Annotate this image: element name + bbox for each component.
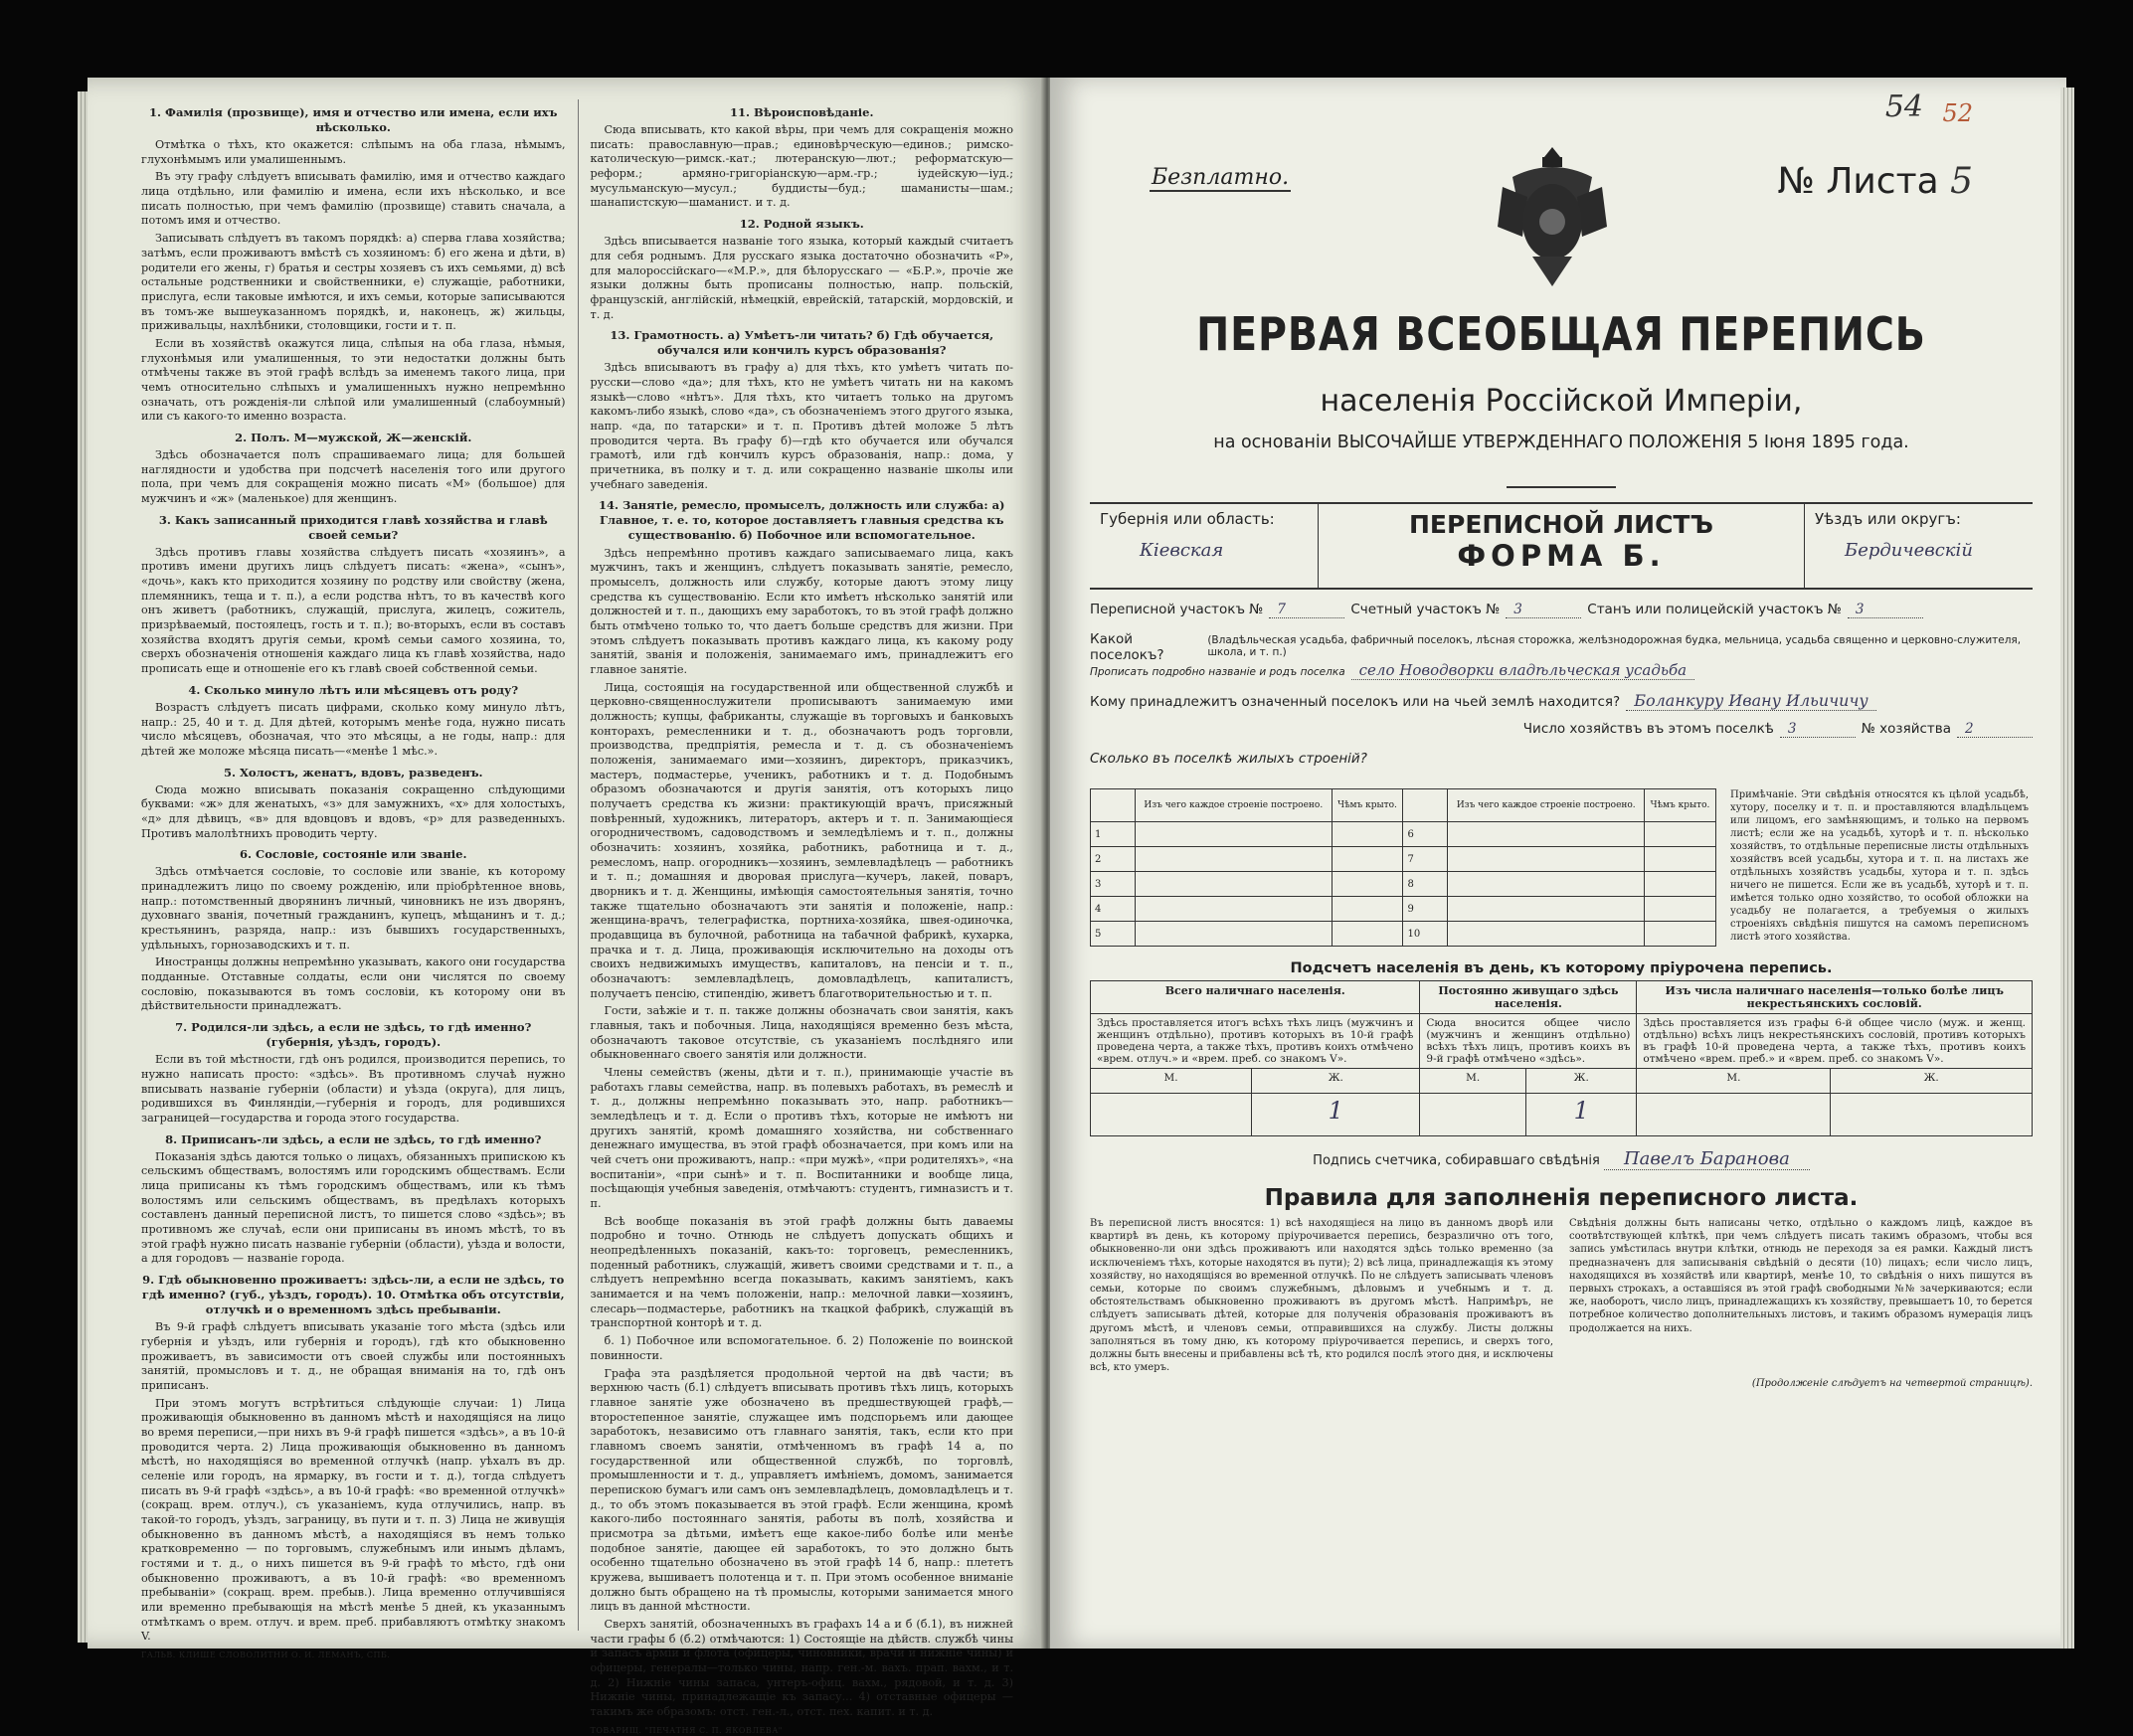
households-row [1090,721,2033,751]
section-paragraph: Записывать слѣдуетъ въ такомъ порядкѣ: а) сперва глава хозяйства; затѣмъ, если проживаютъ вмѣстѣ съ хозяиномъ: б) его жена и дѣти, в) родители его жены, г) братья и сестры хозяевъ съ ихъ семьями, д) всѣ остальные родственники и свойственники, е) служащіе, работники, прислуга, если таковые имѣются, и ихъ семьи, которые записываются въ томъ-же вышеуказанномъ порядкѣ, и, наконецъ, ж) жильцы, приживальцы, нахлѣбники, столовщики, гости и т. п. [141,232,566,333]
building-material [1448,922,1645,947]
section-paragraph: Сюда вписывать, кто какой вѣры, при чемъ для сокращенія можно писать: православную—прав.; единовѣрческую—единов.; римско-католическую—римск.-кат.; лютеранскую—лют.; реформатскую—реформ.; армяно-григоріанскую—арм.-гр.; іудейскую—іуд.; мусульманскую—мусул.; буддисты—буд.; шаманисты—шам.; шанапистскую—шаманист. и т. д. [590,123,1013,210]
province-cell [1090,504,1319,588]
printer-imprint: ГАЛЬВ. КЛИШЕ СЛОВОЛИТНИ О. И. ЛЕМАНЪ, СПБ. [141,1649,391,1659]
section-title: 12. Родной языкъ. [739,217,864,232]
settlement-value-row [1090,661,2033,691]
section-title: 5. Холостъ, женатъ, вдовъ, разведенъ. [223,765,483,780]
building-roof [1645,872,1716,897]
build-col-roof: Чѣмъ крыто. [1332,789,1403,822]
buildings-label: Сколько въ поселкѣ жилыхъ строеній? [1090,751,1367,767]
form-name-cell [1319,504,1804,588]
census-value-male [1637,1094,1831,1136]
district-cell [1804,504,2033,588]
building-number: 1 [1091,822,1136,847]
right-page-census-form [1050,78,2066,1649]
female-label: Ж. [1831,1069,2033,1094]
section-paragraph: Отмѣтка о тѣхъ, кто окажется: слѣпымъ на оба глаза, нѣмымъ, глухонѣмымъ или умалишеннымъ. [141,138,566,166]
female-label: Ж. [1526,1069,1637,1094]
census-title: ПЕРВАЯ ВСЕОБЩАЯ ПЕРЕПИСЬ [1196,307,1926,361]
building-material [1448,847,1645,872]
building-roof [1645,822,1716,847]
section-paragraph: При этомъ могутъ встрѣтиться слѣдующіе случаи: 1) Лица проживающія обыкновенно въ данномъ мѣстѣ и находящіяся на лицо во время переписи,—при нихъ въ 9-й графѣ пишется «здѣсь», а въ 10-й проводится черта. 2) Лица проживающія обыкновенно въ данномъ мѣстѣ, но находящіяся во временной отлучкѣ (напр. уѣхалъ въ др. селеніе или городъ, на ярмарку, въ гости и т. д.), тогда слѣдуетъ писать въ 9-й графѣ «здѣсь», а въ 10-й графѣ: «во временной отлучкѣ» (сокращ. врем. отлуч.), съ указаніемъ, куда отлучились, напр. въ такой-то городъ, уѣздъ, заграницу, въ пути и т. п. 3) Лица не живущія обыкновенно въ данномъ мѣстѣ, а находящіяся въ немъ только кратковременно — по торговымъ, служебнымъ или инымъ дѣламъ, гостями и т. д., о нихъ пишется въ 9-й графѣ то мѣсто, гдѣ они обыкновенно проживаютъ, а въ 10-й графѣ: «во временномъ пребываніи» (сокращ. врем. пребыв.). Лица временно отлучившіяся или временно пребывающія на мѣстѣ менѣе 5 дней, къ указаннымъ отмѣткамъ о врем. отлуч. и врем. преб. прибавляютъ отмѣтку знакомъ V. [141,1396,566,1644]
section-title: 3. Какъ записанный приходится главѣ хозяйства и главѣ своей семьи? [158,512,548,542]
building-roof [1332,922,1403,947]
section-paragraph: Возрастъ слѣдуетъ писать цифрами, сколько кому минуло лѣтъ, напр.: 25, 40 и т. д. Для дѣтей, которымъ менѣе года, нужно писать число мѣсяцевъ, обозначая, что это мѣсяцы, а не годы, напр.: для дѣтей же моложе мѣсяца писать—«менѣе 1 мѣс.». [141,700,566,758]
building-material [1448,872,1645,897]
census-value-female [1831,1094,2033,1136]
building-roof [1332,897,1403,922]
census-area-value: 7 [1269,602,1344,618]
section-title: 7. Родился-ли здѣсь, а если не здѣсь, то гдѣ именно? (губернія, уѣздъ, городъ). [175,1020,532,1050]
rules-left-column: Въ переписной листъ вносятся: 1) всѣ находящіеся на лицо въ данномъ дворѣ или квартирѣ въ день, къ которому пріурочивается перепись, безразлично отъ того, обыкновенно-ли они здѣсь проживаютъ или находятся здѣсь только временно (за исключеніемъ тѣхъ, которые находятся въ пути); 2) всѣ лица, принадлежащія къ этому хозяйству, но находящіяся во временной отлучкѣ. По не слѣдуетъ записывать членовъ семьи, которые по своимъ служебнымъ, дѣловымъ и учебнымъ и т. д. обстоятельствамъ обыкновенно проживаютъ въ другомъ мѣстѣ. Напримѣръ, не слѣдуетъ записывать дѣтей, которые для полученія образованія проживаютъ въ другомъ мѣстѣ, и членовъ семьи, отправившихся на службу. Листы должны заполняться въ тому дню, къ которому пріурочивается перепись, и сверхъ того, должны быть внесены и прибавлены всѣ тѣ, кто родился послѣ этого дня, и исключены всѣ, кто умеръ. [1090,1218,1553,1374]
province-label: Губернія или область: [1100,510,1275,528]
building-number: 3 [1091,872,1136,897]
section-paragraph: Если въ той мѣстности, гдѣ онъ родился, производится перепись, то нужно написать просто: «здѣсь». Въ противномъ случаѣ нужно вписывать названіе губерніи (области) и уѣзда (округа), для лицъ, родившихся въ Финляндіи,—губернія и городъ, для родившихся заграницей—государства и города этого государства. [141,1053,566,1125]
rules-right-column: Свѣдѣнія должны быть написаны четко, отдѣльно о каждомъ лицѣ, каждое въ соотвѣтствующей клѣткѣ, при чемъ слѣдуетъ писать такимъ образомъ, чтобы вся запись умѣстилась внутри клѣтки, отнюдь не переходя за ея рамки. Каждый листъ предназначенъ для записыванія свѣдѣній о десяти (10) лицахъ; если число лицъ, находящихся въ хозяйствѣ или квартирѣ, менѣе 10, то свѣдѣнія о нихъ пишутся въ первыхъ строкахъ, а оставшіяся въ этой графѣ свободными №№ зачеркиваются; если же, наоборотъ, число лицъ, принадлежащихъ къ хозяйству, превышаетъ 10, то берется потребное количество дополнительныхъ листовъ, и такимъ образомъ нумерація лицъ продолжается на нихъ. [1569,1218,2033,1334]
section-paragraph: Показанія здѣсь даются только о лицахъ, обязанныхъ припискою къ сельскимъ обществамъ, волостямъ или городскимъ обществамъ. Если лица приписаны къ тѣмъ городскимъ обществамъ, или къ тѣмъ волостямъ или сельскимъ обществамъ, въ предѣлахъ которыхъ составленъ данный переписной листъ, то пишется слово «здѣсь»; въ противномъ же случаѣ, если они приписаны въ иномъ мѣстѣ, то въ этой графѣ нужно писать названіе губерніи (области), уѣзда и волости, а для городовъ — названіе города. [141,1149,566,1266]
printer-imprint: ТОВАРИЩ. "ПЕЧАТНЯ С. П. ЯКОВЛЕВА" [590,1725,783,1735]
section-paragraph: Въ эту графу слѣдуетъ вписывать фамилію, имя и отчество каждаго лица отдѣльно, или фамилію и имена, если ихъ нѣсколько, и все писать полностью, при чемъ фамилію (прозвище) ставить сначала, а потомъ имя и отчество. [141,170,566,228]
section-paragraph: б. 1) Побочное или вспомогательное. б. 2) Положеніе по воинской повинности. [590,1334,1013,1362]
building-number: 4 [1091,897,1136,922]
census-column-desc: Здѣсь проставляется итогъ всѣхъ тѣхъ лицъ (мужчинъ и женщинъ отдѣльно), противъ которыхъ въ 10-й графѣ проведена черта, а также тѣхъ, противъ коихъ отмѣчено «врем. отлуч.» и «врем. преб. со знакомъ V». [1091,1014,1420,1069]
building-material [1136,822,1333,847]
building-material [1136,847,1333,872]
building-number: 9 [1403,897,1448,922]
form-heading-row [1090,502,2033,590]
census-column-head: Изъ числа наличнаго населенія—только болѣе лицъ некрестьянскихъ сословій. [1637,981,2033,1014]
signature-value: Павелъ Баранова [1604,1148,1810,1170]
sheet-number-label: № Листа [1777,161,1939,202]
owner-value: Боланкуру Ивану Ильичичу [1626,691,1875,711]
census-legal-basis: на основаніи ВЫСОЧАЙШЕ УТВЕРЖДЕННАГО ПОЛОЖЕНІЯ 5 Іюня 1895 года. [1213,433,1909,452]
section-paragraph: Если въ хозяйствѣ окажутся лица, слѣпыя на оба глаза, нѣмыя, глухонѣмыя или умалишенныя, то эти недостатки должны быть отмѣчены также въ этой графѣ вслѣдъ за именемъ такого лица, при чемъ относительно слѣпыхъ и умалишенныхъ нужно непремѣнно означать, отъ рожденія-ли слѣпой или умалишенный (слабоумный) или съ какого-то именно возраста. [141,336,566,424]
building-number: 5 [1091,922,1136,947]
signature-label: Подпись счетчика, собиравшаго свѣдѣнія [1313,1153,1600,1168]
section-title: 11. Вѣроисповѣданіе. [730,105,874,119]
female-label: Ж. [1252,1069,1420,1094]
building-material [1448,897,1645,922]
section-paragraph: Всѣ вообще показанія въ этой графѣ должны быть даваемы подробно и точно. Отнюдь не слѣдуетъ допускать общихъ и неопредѣленныхъ показаній, какъ-то: торговецъ, ремесленникъ, поденный работникъ, служащій, живетъ своими средствами и т. п., а слѣдуетъ непремѣнно всегда показывать, какимъ занятіемъ, какъ занимается и на чемъ положеніи, напр.: мелочной лавки—хозяинъ, слесарь—подмастерье, работникъ на ткацкой фабрикѣ, служащій въ транспортной конторѣ и т. д. [590,1214,1013,1330]
page-edges-right [2060,87,2074,1649]
section-paragraph: Здѣсь вписываютъ въ графу а) для тѣхъ, кто умѣетъ читать по-русски—слово «да»; для тѣхъ, кто не умѣетъ читать ни на какомъ языкѣ—слово «нѣтъ». Для тѣхъ, кто читаетъ только на другомъ какомъ-либо языкѣ, слово «да», съ обозначеніемъ этого другого языка, напр. «да, по татарски» и т. п. Противъ дѣтей моложе 5 лѣтъ проводится черта. Въ графу б)—гдѣ кто обучается или обучался грамотѣ, или гдѣ кончилъ курсъ образованія, напр.: дома, у причетника, въ полку и т. д. или сокращенно названіе школы или учебнаго заведенія. [590,361,1013,491]
household-no-label: № хозяйства [1861,721,1951,737]
section-paragraph: Иностранцы должны непремѣнно указывать, какого они государства подданные. Отставные солдаты, если они числятся по своему сословію, показываются въ томъ сословіи, къ которому они въ дѣйствительности принадлежатъ. [141,955,566,1013]
archive-page-number: 54 [1884,89,1923,124]
camp-value: 3 [1848,602,1923,618]
male-label: М. [1420,1069,1526,1094]
census-column-desc: Здѣсь проставляется изъ графы 6-й общее число (муж. и женщ. отдѣльно) всѣхъ лицъ некрестьянскихъ сословій, противъ которыхъ въ графѣ 10-й проведена черта, а также тѣхъ, противъ коихъ отмѣчено «врем. преб.» и «врем. преб. со знакомъ V». [1637,1014,2033,1069]
building-number: 2 [1091,847,1136,872]
free-label: Безплатно. [1152,165,1290,190]
form-type: ФОРМА Б. [1457,539,1666,573]
count-area-value: 3 [1506,602,1581,618]
building-roof [1645,847,1716,872]
sheet-number [1777,161,1973,202]
left-page-instructions [88,78,1047,1735]
building-row [1091,847,1716,872]
build-col-material: Изъ чего каждое строеніе построено. [1136,789,1333,822]
sheet-number-value: 5 [1950,161,1973,202]
area-numbers-row [1090,602,2033,631]
rules-text [1090,1217,2033,1374]
census-column-desc: Сюда вносится общее число (мужчинъ и женщинъ отдѣльно) всѣхъ тѣхъ лицъ, противъ коихъ въ 9-й графѣ отмѣчено «здѣсь». [1420,1014,1637,1069]
open-book-spread [88,78,2066,1735]
section-title: 9. Гдѣ обыкновенно проживаетъ: здѣсь-ли, а если не здѣсь, то гдѣ именно? (губ., уѣздъ, городъ). 10. Отмѣтка объ отсутствіи, отлучкѣ и о временномъ здѣсь пребываніи. [141,1273,565,1317]
census-value-female: 1 [1252,1094,1420,1136]
building-roof [1332,847,1403,872]
instructions-column-1 [129,99,578,1659]
building-number: 6 [1403,822,1448,847]
buildings-table [1090,788,1716,947]
census-value-female: 1 [1526,1094,1637,1136]
rules-continued-note: (Продолженіе слѣдуетъ на четвертой страницѣ). [1751,1378,2033,1390]
form-title: ПЕРЕПИСНОЙ ЛИСТЪ [1409,510,1713,539]
instructions-column-2 [578,99,1026,1735]
divider [1507,486,1616,488]
household-no-value: 2 [1957,721,2033,738]
population-count-title: Подсчетъ населенія въ день, къ которому пріурочена перепись. [1290,960,1833,976]
building-row [1091,822,1716,847]
section-paragraph: Здѣсь противъ главы хозяйства слѣдуетъ писать «хозяинъ», а противъ имени другихъ лицъ слѣдуетъ писать: «жена», «сынъ», «дочь», какъ кто приходится хозяину по родству или свойству (жена, племянникъ, теща и т. п.), а если родства нѣтъ, то въ качествѣ кого онъ живетъ (работникъ, служащій, прислуга, жилецъ, сожитель, призрѣваемый, постоялецъ, гость и т. п.); во-вторыхъ, если въ составъ хозяйства входятъ другія семьи, кромѣ семьи самого хозяина, то, сверхъ обозначенія отношенія каждаго лица къ главѣ хозяйства, надо прописать еще и отношеніе его къ главѣ своей собственной семьи. [141,545,566,676]
double-headed-eagle-icon [1493,147,1612,296]
settlement-label: Какой поселокъ? [1090,631,1164,663]
archive-page-number-old: 52 [1942,99,1973,127]
section-paragraph: Въ 9-й графѣ слѣдуетъ вписывать указаніе того мѣста (здѣсь или губернія и уѣздъ, или губернія и городъ), гдѣ кто обыкновенно проживаетъ, въ зависимости отъ своей службы или постоянныхъ занятій, промысловъ и т. д., не обращая вниманія на то, гдѣ онъ приписанъ. [141,1320,566,1392]
settlement-row [1090,631,2033,661]
section-paragraph: Лица, состоящія на государственной или общественной службѣ и церковно-священнослужители прописываютъ занимаемую ими должность; купцы, фабриканты, служащіе въ торговыхъ и банковыхъ конторахъ, ремесленники и т. д., обозначаютъ родъ торговли, производства, предпріятія, ремесла и т. д. съ обозначеніемъ положенія, занимаемаго ими—хозяинъ, директоръ, приказчикъ, мастеръ, подмастерье, ученикъ, работникъ и т. д. Подобнымъ образомъ обозначаются и другія занятія, отъ которыхъ лицо получаетъ средства къ жизни: практикующій врачъ, присяжный повѣренный, художникъ, литераторъ, актеръ и т. п. Занимающіеся огородничествомъ, садоводствомъ и земледѣліемъ и т. п., должны обозначить: хозяинъ, хозяйка, работникъ, работница и т. д., ремесломъ, напр. огородникъ—хозяинъ, землевладѣлецъ — работникъ и т. п.; домашняя и дворовая прислуга—кучеръ, лакей, поваръ, дворникъ и т. д. Женщины, имѣющія самостоятельныя занятія, точно также тщательно обозначаютъ эти занятія и положеніе, напр.: женщина-врачъ, телеграфистка, портниха-хозяйка, швея-одиночка, продавщица въ булочной, работница на табачной фабрикѣ, кухарка, прачка и т. д. Лица, проживающія исключительно на доходы отъ своихъ недвижимыхъ имуществъ, капиталовъ, на пенсіи и т. п., обозначаютъ: землевладѣлецъ, домовладѣлецъ, капиталистъ, получаетъ пенсію, стипендію, живетъ благотворительностью и т. п. [590,680,1013,1000]
rules-title: Правила для заполненія переписного листа. [1264,1185,1859,1211]
households-label: Число хозяйствъ въ этомъ поселкѣ [1522,721,1774,737]
census-column-head: Всего наличнаго населенія. [1091,981,1420,1014]
building-row [1091,922,1716,947]
building-material [1448,822,1645,847]
building-roof [1332,822,1403,847]
male-label: М. [1637,1069,1831,1094]
section-paragraph: Здѣсь отмѣчается сословіе, то сословіе или званіе, къ которому принадлежитъ лицо по своему рожденію, или пріобрѣтенное вновь, напр.: потомственный дворянинъ личный, чиновникъ не изъ дворянъ, духовнаго званія, почетный гражданинъ, купецъ, мѣщанинъ и т. д.; крестьянинъ, разряда, напр.: изъ бывшихъ государственныхъ, удѣльныхъ, горнозаводскихъ и т. п. [141,865,566,952]
buildings-row [1090,751,2033,781]
settlement-note: Прописать подробно названіе и родъ поселка [1090,666,1345,678]
section-paragraph: Члены семействъ (жены, дѣти и т. п.), принимающіе участіе въ работахъ главы семейства, напр. въ полевыхъ работахъ, въ ремеслѣ и т. д., должны непремѣнно показывать это, напр. работникъ—земледѣлецъ и т. д. Если о противъ тѣхъ, которые не имѣютъ ни другихъ занятій, кромѣ домашняго хозяйства, ни собственнаго денежнаго имущества, въ этой графѣ обозначается, при комъ или на чей счетъ они проживаютъ, напр.: «при мужѣ», «при родителяхъ», «на воспитаніи», «при сынѣ» и т. п. Воспитанники и вообще лица, посѣщающія учебныя заведенія, отмѣчаютъ: студентъ, гимназистъ и т. п. [590,1066,1013,1211]
census-column-head: Постоянно живущаго здѣсь населенія. [1420,981,1637,1014]
section-title: 14. Занятіе, ремесло, промыселъ, должность или служба: а) Главное, т. е. то, которое доставляетъ главныя средства къ существованію. б) Побочное или вспомогательное. [599,498,1005,543]
building-material [1136,922,1333,947]
section-paragraph: Здѣсь обозначается полъ спрашиваемаго лица; для большей наглядности и удобства при подсчетѣ населенія того или другого пола, при чемъ для сокращенія можно писать «М» (большое) для мужчинъ и «ж» (маленькое) для женщинъ. [141,447,566,505]
section-title: 13. Грамотность. а) Умѣетъ-ли читать? б) Гдѣ обучается, обучался или кончилъ курсъ образованія? [610,328,994,358]
form-header [1090,89,2033,361]
building-roof [1645,897,1716,922]
census-value-male [1091,1094,1252,1136]
building-roof [1332,872,1403,897]
census-area-label: Переписной участокъ № [1090,602,1264,617]
building-row [1091,897,1716,922]
section-title: 1. Фамилія (прозвище), имя и отчество или имена, если ихъ нѣсколько. [149,105,558,135]
building-number: 7 [1403,847,1448,872]
section-title: 4. Сколько минуло лѣтъ или мѣсяцевъ отъ роду? [188,682,519,697]
district-label: Уѣздъ или округъ: [1815,510,1961,528]
section-title: 6. Сословіе, состояніе или званіе. [240,847,467,862]
building-material [1136,897,1333,922]
building-row [1091,872,1716,897]
owner-row [1090,691,2033,721]
building-number: 10 [1403,922,1448,947]
build-col-material-2: Изъ чего каждое строеніе построено. [1448,789,1645,822]
count-area-label: Счетный участокъ № [1350,602,1501,617]
section-paragraph: Графа эта раздѣляется продольной чертой на двѣ части; въ верхнюю часть (б.1) слѣдуетъ вписывать противъ тѣхъ лицъ, которыхъ главное занятіе уже обозначено въ предшествующей графѣ,—второстепенное занятіе, служащее имъ подспорьемъ или дающее заработокъ, независимо отъ главнаго занятія, такъ, если кто при главномъ своемъ занятіи, отмѣченномъ въ графѣ 14 а, по государственной или общественной службѣ, по торговлѣ, промышленности и т. д., управляетъ имѣніемъ, домомъ, занимается перепискою бумагъ или самъ онъ землевладѣлецъ, домовладѣлецъ и т. д., то объ этомъ показывается въ этой графѣ. Если женщина, кромѣ какого-либо постояннаго занятія, работы въ полѣ, хозяйства и присмотра за дѣтьми, имѣетъ еще какое-либо болѣе или менѣе подобное занятіе, дающее ей заработокъ, то это должно быть особенно тщательно обозначено въ этой графѣ 14 б, напр.: плететъ кружева, вышиваетъ полотенца и т. п. При этомъ особенное вниманіе должно быть обращено на тѣ промыслы, которыми занимается много лицъ въ данной мѣстности. [590,1366,1013,1614]
male-label: М. [1091,1069,1252,1094]
province-value: Кіевская [1140,540,1224,561]
section-paragraph: Сюда можно вписывать показанія сокращенно слѣдующими буквами: «ж» для женатыхъ, «з» для замужнихъ, «х» для холостыхъ, «д» для дѣвицъ, «в» для вдовцовъ и вдовъ, «р» для разведенныхъ. Противъ малолѣтнихъ проводить черту. [141,782,566,840]
settlement-hint: (Владѣльческая усадьба, фабричный поселокъ, лѣсная сторожка, желѣзнодорожная будка, мельница, усадьба священно и церковно-служителя, школа, и т. п.) [1207,634,2022,658]
building-number: 8 [1403,872,1448,897]
district-value: Бердичевскій [1845,540,1973,561]
section-paragraph: Гости, заѣжіе и т. п. также должны обозначать свои занятія, какъ главныя, такъ и побочныя. Лица, находящіяся временно безъ мѣста, обозначаютъ таковое отсутствіе, съ указаніемъ послѣдняго или обыкновеннаго своего занятія или должности. [590,1004,1013,1062]
section-title: 8. Приписанъ-ли здѣсь, а если не здѣсь, то гдѣ именно? [165,1131,542,1146]
section-title: 2. Полъ. М—мужской, Ж—женскій. [235,430,472,444]
census-value-male [1420,1094,1526,1136]
population-count-table [1090,980,2033,1136]
owner-label: Кому принадлежитъ означенный поселокъ или на чьей землѣ находится? [1090,694,1621,710]
building-material [1136,872,1333,897]
households-value: 3 [1780,721,1856,738]
census-subtitle: населенія Россійской Имперіи, [1320,384,1803,419]
building-roof [1645,922,1716,947]
section-paragraph: Здѣсь непремѣнно противъ каждаго записываемаго лица, какъ мужчинъ, такъ и женщинъ, слѣдуетъ показывать занятіе, ремесло, промыселъ, должность или службу, которые даютъ этому лицу средства къ существованію. Если кто имѣетъ нѣсколько занятій или должностей и т. п., дающихъ ему заработокъ, то въ этой графѣ должно быть отмѣчено только то, что даетъ больше средствъ для жизни. При этомъ слѣдуетъ показывать противъ каждаго лица, къ какому роду занятій, званія и положенія, занимаемаго имъ, принадлежитъ его главное занятіе. [590,546,1013,676]
location-fields [1090,602,2033,781]
settlement-value: село Новодворки владѣльческая усадьба [1351,661,1694,680]
camp-label: Станъ или полицейскій участокъ № [1587,602,1842,617]
buildings-note: Примѣчаніе. Эти свѣдѣнія относятся къ цѣлой усадьбѣ, хутору, поселку и т. п. и проставляются владѣльцемъ или лицомъ, его замѣняющимъ, и только на первомъ листѣ; если же на усадьбѣ, хуторѣ и т. п. нѣсколько хозяйствъ, то отдѣльные переписные листы отдѣльныхъ хозяйствъ всей усадьбы, хутора и т. п. на листахъ же отдѣльныхъ хозяйствъ усадьбы, хутора и т. п. здѣсь ничего не пишется. Если же въ усадьбѣ, хуторѣ и т. п. имѣется только одно хозяйство, то особой обложки на усадьбу не полагается, а требуемыя о жилыхъ строеніяхъ свѣдѣнія пишутся на самомъ переписномъ листѣ этого хозяйства. [1730,789,2029,943]
section-paragraph: Сверхъ занятій, обозначенныхъ въ графахъ 14 а и б (б.1), въ нижней части графы б (б.2) отмѣчаются: 1) Состоящіе на дѣйств. службѣ чины и запасъ арміи и флота (офицеры, чиновники, врачи и нижніе чины) и офицеры, генералы—только чины, напр. ген.-м. вахъ. прап. вахм., и т. д. 2) Нижніе чины запаса, унтеръ-офиц. вахм., рядовой, и т. д. 3) Нижніе чины, принадлежащіе къ запасу... 4) отставные офицеры — такимъ же образомъ: отст. ген.-л., отст. пех. капит. и т. д. [590,1617,1013,1718]
enumerator-signature-row [1090,1148,2033,1169]
buildings-section [1090,788,2033,947]
build-col-roof-2: Чѣмъ крыто. [1645,789,1716,822]
section-paragraph: Здѣсь вписывается названіе того языка, который каждый считаетъ для себя роднымъ. Для русскаго языка достаточно обозначить «Р», для малороссійскаго—«М.Р.», для бѣлорусскаго — «Б.Р.», прочіе же языки должны быть прописаны полностью, напр. польскій, французскій, англійскій, нѣмецкій, еврейскій, татарскій, мордовскій, и т. д. [590,235,1013,321]
